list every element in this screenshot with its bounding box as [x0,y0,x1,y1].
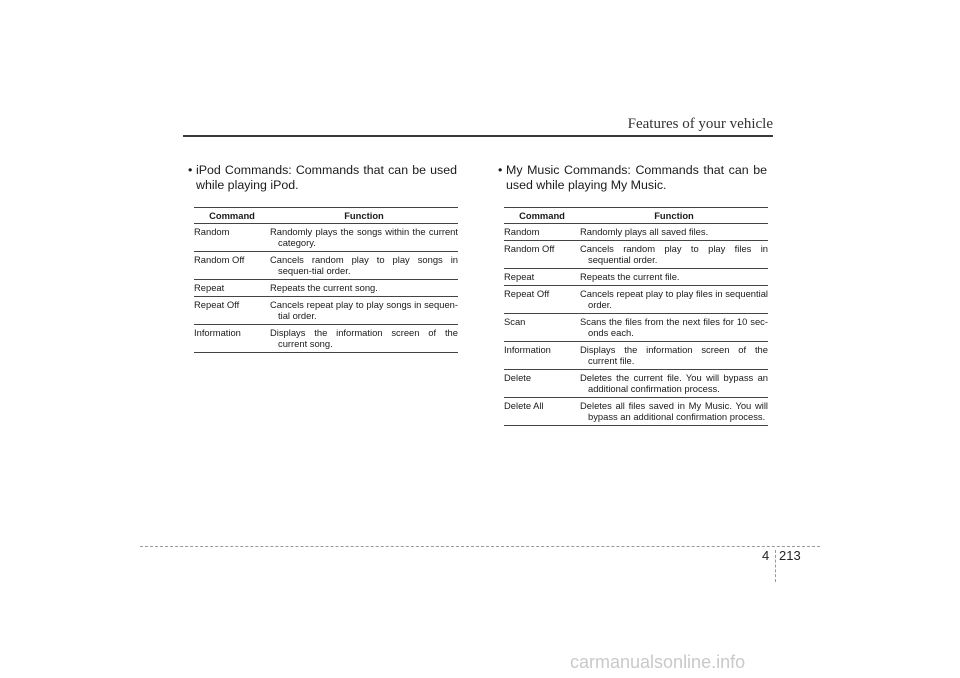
my-music-commands-section [495,163,767,426]
function-cell [580,342,768,370]
my-music-commands-table [504,207,768,426]
function-text: Cancels random play to play files in sequential order. [580,243,768,265]
ipod-commands-section [185,163,457,353]
table-row [504,286,768,314]
table-row [504,241,768,269]
column-header-function: Function [580,208,768,224]
function-text: Deletes all files saved in My Music. You will bypass an additional confirmation process. [580,400,768,422]
function-cell [270,280,458,297]
function-text: Randomly plays all saved files. [580,226,709,237]
command-cell: Delete All [504,398,580,426]
footer-rule [140,546,820,547]
table-row [504,269,768,286]
function-text: Repeats the current song. [270,282,378,293]
header-rule [183,135,773,137]
table-row [504,224,768,241]
function-text: Cancels random play to play songs in sequen-tial order. [270,254,458,276]
function-cell [270,325,458,353]
command-cell: Random [194,224,270,252]
function-cell [580,398,768,426]
function-cell [580,314,768,342]
table-row [194,252,458,280]
command-cell: Repeat Off [194,297,270,325]
command-cell: Random [504,224,580,241]
function-text: Displays the information screen of the current file. [580,344,768,366]
function-cell [580,224,768,241]
function-text: Scans the files from the next files for 10 sec-onds each. [580,316,768,338]
table-header-row [504,208,768,224]
command-cell: Information [194,325,270,353]
table-row [194,297,458,325]
ipod-table-body [194,224,458,353]
my-music-table-body [504,224,768,426]
ipod-commands-intro [185,163,457,192]
page-header-title: Features of your vehicle [627,116,773,132]
table-row [504,342,768,370]
function-cell [270,224,458,252]
command-cell: Delete [504,370,580,398]
watermark: carmanualsonline.info [570,652,746,672]
my-music-intro-text: My Music Commands: Commands that can be used while playing My Music. [506,163,767,192]
table-row [194,325,458,353]
table-header-row [194,208,458,224]
table-row [194,280,458,297]
column-header-function: Function [270,208,458,224]
command-cell: Random Off [504,241,580,269]
bullet-icon: • [498,163,503,177]
table-row [504,370,768,398]
function-cell [580,269,768,286]
command-cell: Repeat [504,269,580,286]
function-text: Displays the information screen of the current song. [270,327,458,349]
function-text: Deletes the current file. You will bypass an additional confirmation process. [580,372,768,394]
ipod-intro-text: iPod Commands: Commands that can be used while playing iPod. [196,163,457,192]
function-cell [580,370,768,398]
command-cell: Scan [504,314,580,342]
table-row [504,398,768,426]
command-cell: Repeat Off [504,286,580,314]
function-cell [580,241,768,269]
chapter-number: 4 [762,548,770,563]
page-number-value: 213 [779,548,801,563]
function-cell [580,286,768,314]
table-row [504,314,768,342]
command-cell: Random Off [194,252,270,280]
command-cell: Repeat [194,280,270,297]
function-text: Cancels repeat play to play songs in sequen-tial order. [270,299,458,321]
function-text: Randomly plays the songs within the current category. [270,226,458,248]
function-cell [270,297,458,325]
function-cell [270,252,458,280]
column-header-command: Command [194,208,270,224]
function-text: Cancels repeat play to play files in sequential order. [580,288,768,310]
bullet-icon: • [188,163,193,177]
function-text: Repeats the current file. [580,271,680,282]
column-header-command: Command [504,208,580,224]
command-cell: Information [504,342,580,370]
my-music-commands-intro [495,163,767,192]
table-row [194,224,458,252]
page-number-divider [775,550,776,582]
ipod-commands-table [194,207,458,353]
